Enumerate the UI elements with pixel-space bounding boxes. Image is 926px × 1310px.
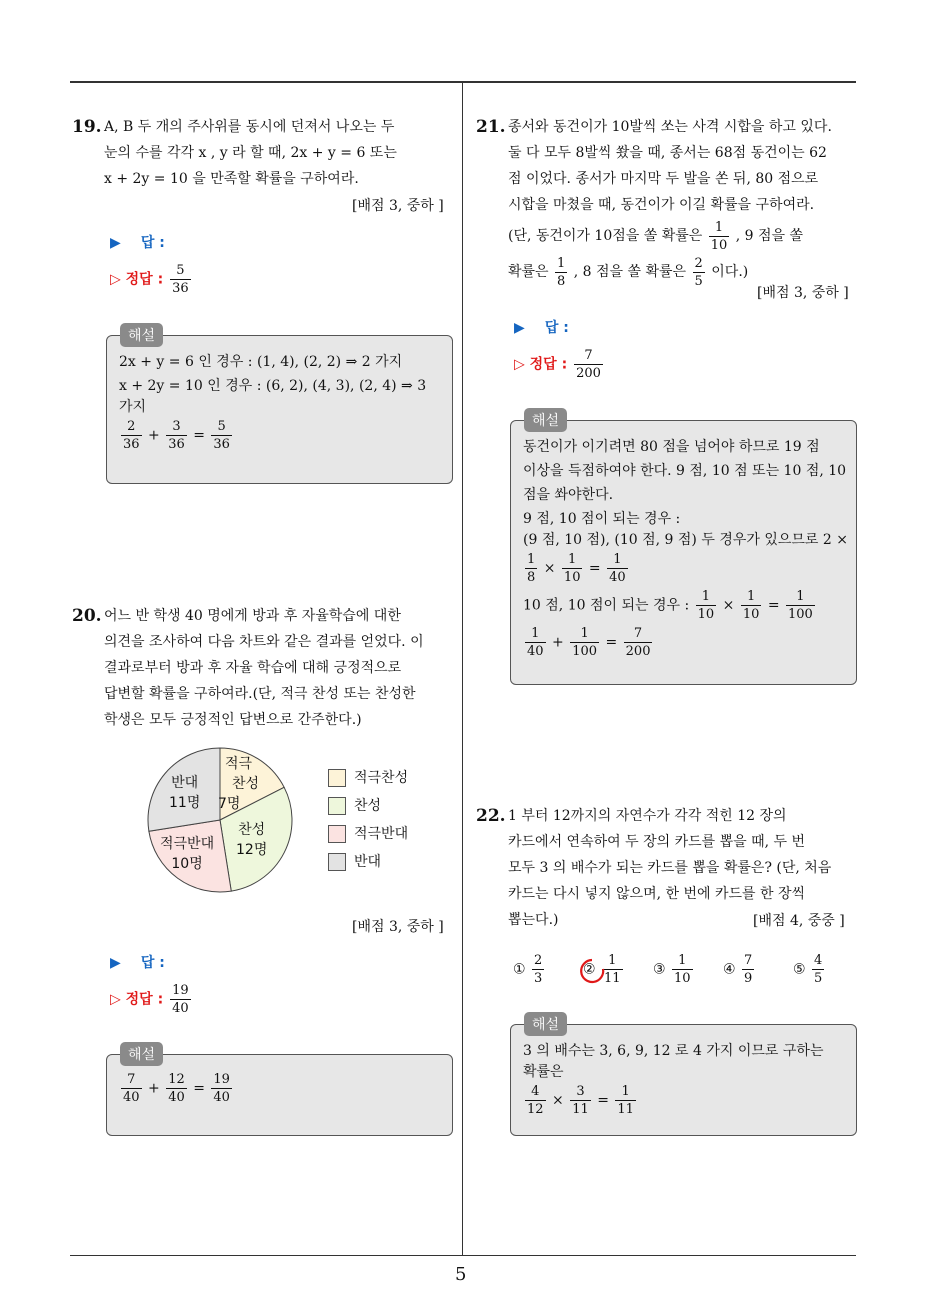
pie-label-text: 적극 xyxy=(225,756,253,772)
denominator: 100 xyxy=(788,607,813,622)
numerator: 5 xyxy=(176,263,185,278)
legend-label: 반대 xyxy=(354,854,382,870)
denominator: 36 xyxy=(213,437,230,452)
fraction xyxy=(672,952,693,987)
pie-label-text: 적극반대 xyxy=(160,836,215,852)
solution-line: x + 2y = 10 인 경우 : (6, 2), (4, 3), (2, 4) ⇒ 3 xyxy=(119,378,427,394)
q21-solution-box xyxy=(510,420,857,685)
legend-swatch xyxy=(328,769,346,787)
solution-line: 2x + y = 6 인 경우 : (1, 4), (2, 2) ⇒ 2 가지 xyxy=(119,354,403,370)
choice-3[interactable] xyxy=(653,952,695,987)
bottom-rule xyxy=(70,1255,856,1256)
fraction xyxy=(741,588,762,623)
numerator: 19 xyxy=(172,983,189,998)
text: 10 점, 10 점이 되는 경우 : xyxy=(523,597,690,614)
answer-label: 답 : xyxy=(544,320,569,336)
numerator: 1 xyxy=(714,219,724,235)
triangle-icon: ▶ xyxy=(110,955,121,971)
legend-label: 적극반대 xyxy=(354,826,409,842)
denominator: 11 xyxy=(617,1102,634,1117)
q22-line: 뽑는다.) xyxy=(508,912,559,928)
denominator: 3 xyxy=(534,971,543,986)
correct-label: 정답 : xyxy=(125,271,164,288)
fraction xyxy=(211,1071,232,1106)
numerator: 1 xyxy=(746,589,756,604)
q19-correct-fraction xyxy=(170,262,191,297)
q21-line: 둘 다 모두 8발씩 쐈을 때, 종서는 68점 동건이는 62 xyxy=(508,145,827,161)
q19-correct-row xyxy=(110,262,193,297)
denominator: 5 xyxy=(694,273,703,289)
fraction xyxy=(562,551,583,586)
solution-math xyxy=(523,625,844,660)
triangle-icon: ▶ xyxy=(514,320,525,336)
legend-label: 찬성 xyxy=(354,798,382,814)
text: (단, 동건이가 10점을 쏠 확률은 xyxy=(508,228,703,244)
pie-label-strong-disagree xyxy=(160,834,214,874)
numerator: 2 xyxy=(534,953,543,968)
denominator: 200 xyxy=(576,366,601,381)
q19-line: A, B 두 개의 주사위를 동시에 던져서 나오는 두 xyxy=(104,119,395,135)
denominator: 9 xyxy=(744,971,753,986)
numerator: 2 xyxy=(694,255,703,271)
denominator: 10 xyxy=(742,607,760,622)
denominator: 200 xyxy=(625,644,651,659)
numerator: 4 xyxy=(531,1084,540,1099)
numerator: 1 xyxy=(796,589,805,604)
q22-number: 22. xyxy=(476,806,506,826)
denominator: 10 xyxy=(710,237,728,253)
numerator: 3 xyxy=(576,1084,585,1099)
denominator: 10 xyxy=(697,607,715,622)
outline-triangle-icon: ▷ xyxy=(110,271,121,288)
denominator: 8 xyxy=(557,273,566,289)
q22-line: 1 부터 12까지의 자연수가 각각 적힌 12 장의 xyxy=(508,808,787,824)
pie-label-text: 12명 xyxy=(236,842,268,858)
choice-mark: ④ xyxy=(723,961,736,978)
q22-line: 카드는 다시 넣지 않으며, 한 번에 카드를 한 장씩 xyxy=(508,886,806,902)
outline-triangle-icon: ▷ xyxy=(514,356,525,373)
operator: = xyxy=(605,634,618,651)
solution-math xyxy=(523,551,844,586)
choice-5[interactable] xyxy=(793,952,826,987)
q22-solution-box xyxy=(510,1024,857,1136)
q20-line: 학생은 모두 긍정적인 답변으로 간주한다.) xyxy=(104,712,362,728)
operator: = xyxy=(588,560,601,577)
fraction xyxy=(786,588,815,623)
correct-label: 정답 : xyxy=(125,991,164,1008)
operator: + xyxy=(148,1080,160,1097)
q20-points: [배점 3, 중하 ] xyxy=(352,919,444,935)
fraction xyxy=(121,1071,142,1106)
fraction xyxy=(166,418,187,453)
denominator: 40 xyxy=(213,1090,230,1105)
denominator: 5 xyxy=(814,971,823,986)
numerator: 7 xyxy=(744,953,753,968)
choice-1[interactable] xyxy=(513,952,546,987)
numerator: 1 xyxy=(608,953,617,968)
numerator: 3 xyxy=(172,419,181,434)
selected-circle-icon xyxy=(578,957,606,985)
q22-solution-tag: 해설 xyxy=(524,1012,567,1036)
numerator: 7 xyxy=(127,1072,136,1087)
numerator: 5 xyxy=(217,419,226,434)
fraction xyxy=(211,418,232,453)
fraction xyxy=(525,551,537,586)
legend-swatch xyxy=(328,825,346,843)
q19-line: 눈의 수를 각각 x , y 라 할 때, 2x + y = 6 또는 xyxy=(104,145,397,161)
solution-line: 확률은 xyxy=(523,1064,564,1080)
solution-math xyxy=(119,1071,440,1106)
legend-item-strong-agree xyxy=(328,767,408,787)
q21-correct-fraction xyxy=(574,347,603,382)
q20-answer-row xyxy=(110,952,165,972)
operator: + xyxy=(552,634,564,651)
answer-label: 답 : xyxy=(140,235,165,251)
q19-line: x + 2y = 10 을 만족할 확률을 구하여라. xyxy=(104,171,359,187)
pie-label-text: 7명 xyxy=(218,796,241,812)
fraction xyxy=(615,1083,636,1118)
fraction xyxy=(624,625,653,660)
fraction xyxy=(812,952,824,987)
fraction xyxy=(525,1083,546,1118)
fraction xyxy=(742,952,754,987)
text: , 8 점을 쏠 확률은 xyxy=(573,264,687,280)
pie-label-agree xyxy=(236,820,267,860)
q21-line: 시합을 마쳤을 때, 동건이가 이길 확률을 구하여라. xyxy=(508,197,815,213)
fraction xyxy=(532,952,544,987)
numerator: 19 xyxy=(213,1072,230,1087)
solution-math xyxy=(523,1083,844,1118)
text: 이다.) xyxy=(711,264,749,280)
pie-label-text: 찬성 xyxy=(232,776,260,792)
denominator: 36 xyxy=(123,437,140,452)
solution-math xyxy=(119,418,440,453)
numerator: 1 xyxy=(580,626,589,641)
column-divider xyxy=(462,83,463,1256)
q19-text xyxy=(104,114,454,192)
denominator: 10 xyxy=(563,570,581,585)
q20-line: 답변할 확률을 구하여라.(단, 적극 찬성 또는 찬성한 xyxy=(104,686,416,702)
q21-solution-tag: 해설 xyxy=(524,408,567,432)
numerator: 7 xyxy=(584,348,593,363)
q21-correct-row xyxy=(514,347,605,382)
operator: = xyxy=(597,1092,609,1109)
legend-swatch xyxy=(328,853,346,871)
operator: × xyxy=(552,1092,564,1109)
solution-line: 이상을 득점하여야 한다. 9 점, 10 점 또는 10 점, 10 xyxy=(523,463,847,479)
triangle-icon: ▶ xyxy=(110,235,121,251)
operator: × xyxy=(722,597,735,614)
q20-solution-box xyxy=(106,1054,453,1136)
q20-line: 어느 반 학생 40 명에게 방과 후 자율학습에 대한 xyxy=(104,608,401,624)
denominator: 8 xyxy=(527,570,536,585)
fraction xyxy=(693,255,705,290)
operator: = xyxy=(767,597,780,614)
operator: = xyxy=(193,1080,205,1097)
denominator: 40 xyxy=(609,570,626,585)
q20-correct-row xyxy=(110,982,193,1017)
q20-solution-tag: 해설 xyxy=(120,1042,163,1066)
denominator: 40 xyxy=(527,644,544,659)
q22-line: 모두 3 의 배수가 되는 카드를 뽑을 확률은? (단, 처음 xyxy=(508,860,832,876)
fraction xyxy=(555,255,567,290)
choice-mark: ② xyxy=(583,961,596,978)
denominator: 40 xyxy=(123,1090,140,1105)
operator: × xyxy=(543,560,556,577)
answer-label: 답 : xyxy=(140,955,165,971)
q19-solution-box xyxy=(106,335,453,484)
denominator: 40 xyxy=(168,1090,185,1105)
denominator: 11 xyxy=(572,1102,589,1117)
pie-label-text: 반대 xyxy=(171,775,199,791)
operator: = xyxy=(193,427,205,444)
page-number: 5 xyxy=(455,1264,467,1285)
denominator: 10 xyxy=(674,971,691,986)
choice-4[interactable] xyxy=(723,952,756,987)
top-rule xyxy=(70,81,856,83)
choice-mark: ① xyxy=(513,961,526,978)
legend-item-disagree xyxy=(328,851,381,871)
numerator: 1 xyxy=(701,589,711,604)
correct-label: 정답 : xyxy=(529,356,568,373)
legend-label: 적극찬성 xyxy=(354,770,409,786)
denominator: 40 xyxy=(172,1001,189,1016)
text: , 9 점을 쏠 xyxy=(735,228,804,244)
q21-number: 21. xyxy=(476,117,506,137)
legend-item-strong-disagree xyxy=(328,823,408,843)
pie-label-disagree xyxy=(169,773,200,813)
q22-line: 카드에서 연속하여 두 장의 카드를 뽑을 때, 두 번 xyxy=(508,834,806,850)
solution-line: 가지 xyxy=(119,399,147,415)
numerator: 12 xyxy=(168,1072,185,1087)
fraction xyxy=(525,625,546,660)
numerator: 1 xyxy=(621,1084,630,1099)
fraction xyxy=(696,588,717,623)
q20-line: 결과로부터 방과 후 자율 학습에 대해 긍정적으로 xyxy=(104,660,402,676)
fraction xyxy=(166,1071,187,1106)
numerator: 1 xyxy=(678,953,687,968)
solution-math xyxy=(523,588,844,623)
pie-label-strong-agree xyxy=(218,754,259,814)
denominator: 36 xyxy=(172,281,189,296)
numerator: 7 xyxy=(633,626,643,641)
q19-answer-row xyxy=(110,232,165,252)
q21-line: 점 이었다. 종서가 마지막 두 발을 쏜 뒤, 80 점으로 xyxy=(508,171,819,187)
q21-line xyxy=(508,218,860,254)
numerator: 1 xyxy=(557,255,566,271)
numerator: 2 xyxy=(127,419,136,434)
q21-text xyxy=(508,114,860,290)
solution-line: 동건이가 이기려면 80 점을 넘어야 하므로 19 점 xyxy=(523,439,820,455)
denominator: 11 xyxy=(604,971,621,986)
q19-number: 19. xyxy=(72,117,102,137)
pie-label-text: 11명 xyxy=(169,795,201,811)
fraction xyxy=(121,418,142,453)
solution-line: (9 점, 10 점), (10 점, 9 점) 두 경우가 있으므로 2 × xyxy=(523,532,848,548)
operator: + xyxy=(148,427,160,444)
numerator: 1 xyxy=(527,552,536,567)
text: 확률은 xyxy=(508,264,549,280)
solution-line: 점을 쏴야한다. xyxy=(523,487,614,503)
outline-triangle-icon: ▷ xyxy=(110,991,121,1008)
denominator: 12 xyxy=(527,1102,544,1117)
q20-text xyxy=(104,603,456,733)
solution-line: 3 의 배수는 3, 6, 9, 12 로 4 가지 이므로 구하는 xyxy=(523,1043,824,1059)
pie-label-text: 찬성 xyxy=(238,822,266,838)
denominator: 100 xyxy=(572,644,598,659)
legend-item-agree xyxy=(328,795,381,815)
q21-points: [배점 3, 중하 ] xyxy=(757,285,849,301)
fraction xyxy=(570,625,599,660)
q20-number: 20. xyxy=(72,606,102,626)
solution-line: 9 점, 10 점이 되는 경우 : xyxy=(523,511,681,527)
choice-mark: ③ xyxy=(653,961,666,978)
legend-swatch xyxy=(328,797,346,815)
q20-line: 의견을 조사하여 다음 차트와 같은 결과를 얻었다. 이 xyxy=(104,634,424,650)
fraction xyxy=(709,219,730,254)
q19-solution-tag: 해설 xyxy=(120,323,163,347)
numerator: 1 xyxy=(568,552,577,567)
q20-correct-fraction xyxy=(170,982,191,1017)
q22-points: [배점 4, 중중 ] xyxy=(753,913,845,929)
q21-answer-row xyxy=(514,317,569,337)
numerator: 1 xyxy=(531,626,540,641)
pie-label-text: 10명 xyxy=(171,856,203,872)
denominator: 36 xyxy=(168,437,185,452)
fraction xyxy=(570,1083,591,1118)
q19-points: [배점 3, 중하 ] xyxy=(352,198,444,214)
numerator: 4 xyxy=(814,953,823,968)
choice-mark: ⑤ xyxy=(793,961,806,978)
numerator: 1 xyxy=(613,552,622,567)
fraction xyxy=(607,551,628,586)
q21-line: 종서와 동건이가 10발씩 쏘는 사격 시합을 하고 있다. xyxy=(508,119,832,135)
